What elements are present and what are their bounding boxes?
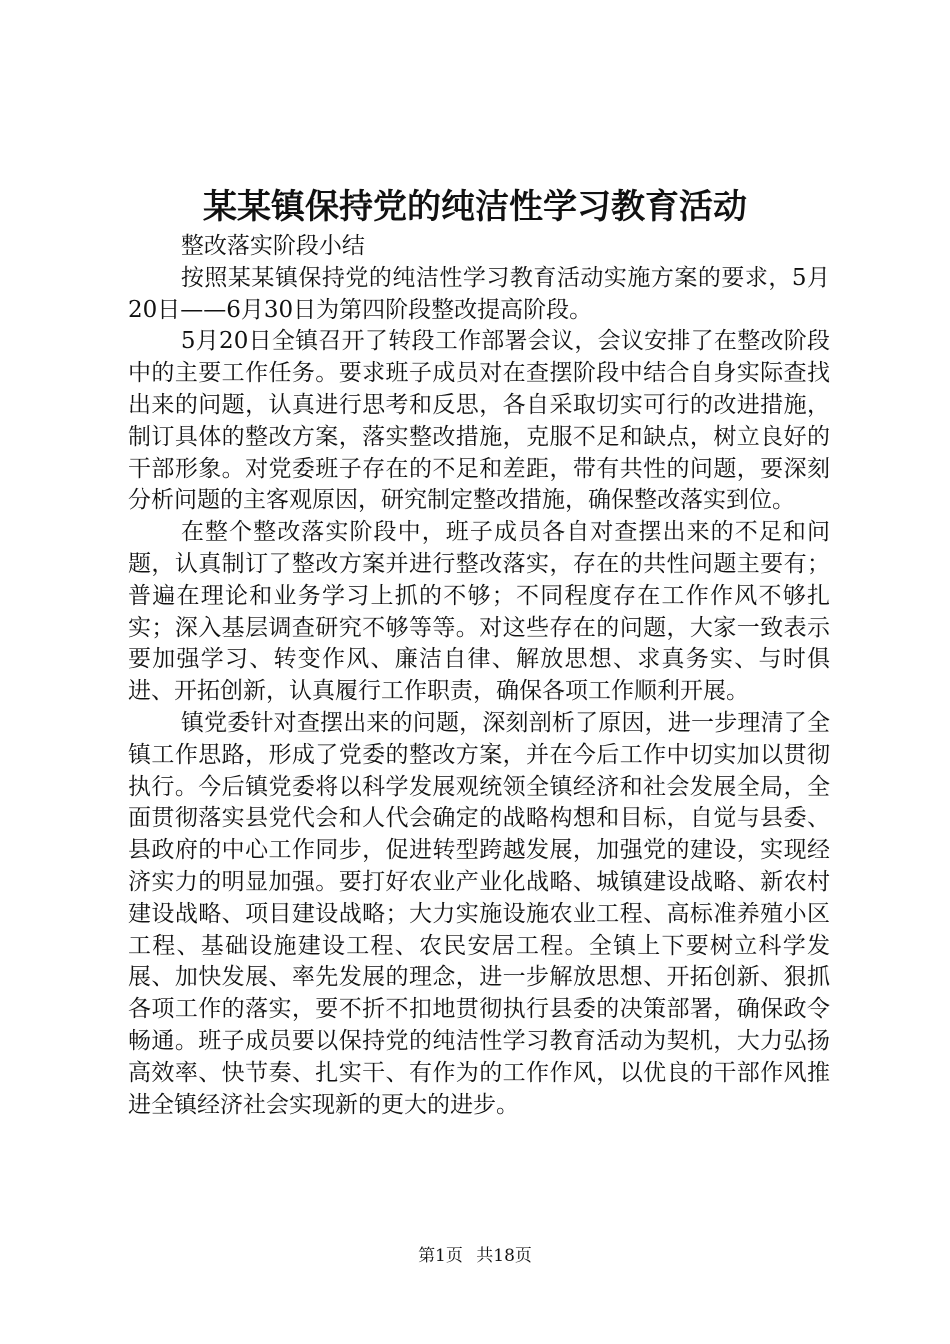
page-footer	[0, 1244, 950, 1268]
paragraph-subtitle: 整改落实阶段小结	[180, 233, 365, 259]
paragraph-meeting: 5月20日全镇召开了转段工作部署会议，会议安排了在整改阶段中的主要工作任务。要求班子成员对在查摆阶段中结合自身实际查找出来的问题，认真进行思考和反思，各自采取切实可行的改进措施，制订具体的整改方案，落实整改措施，克服不足和缺点，树立良好的干部形象。对党委班子存在的不足和差距，带有共性的问题，要深刻分析问题的主客观原因，研究制定整改措施，确保整改落实到位。	[128, 328, 830, 514]
paragraph-intro: 按照某某镇保持党的纯洁性学习教育活动实施方案的要求，5月20日——6月30日为第四阶段整改提高阶段。	[128, 264, 830, 323]
page-number-current: 第1页	[418, 1246, 463, 1266]
document-title: 某某镇保持党的纯洁性学习教育活动	[203, 187, 747, 227]
paragraph-party-committee: 镇党委针对查摆出来的问题，深刻剖析了原因，进一步理清了全镇工作思路，形成了党委的整改方案，并在今后工作中切实加以贯彻执行。今后镇党委将以科学发展观统领全镇经济和社会发展全局，全面贯彻落实县党代会和人代会确定的战略构想和目标，自觉与县委、县政府的中心工作同步，促进转型跨越发展，加强党的建设，实现经济实力的明显加强。要打好农业产业化战略、城镇建设战略、新农村建设战略、项目建设战略；大力实施设施农业工程、高标准养殖小区工程、基础设施建设工程、农民安居工程。全镇上下要树立科学发展、加快发展、率先发展的理念，进一步解放思想、开拓创新、狠抓各项工作的落实，要不折不扣地贯彻执行县委的决策部署，确保政令畅通。班子成员要以保持党的纯洁性学习教育活动为契机，大力弘扬高效率、快节奏、扎实干、有作为的工作作风，以优良的干部作风推进全镇经济社会实现新的更大的进步。	[128, 709, 830, 1118]
document-body	[128, 231, 830, 1121]
paragraph-rectification: 在整个整改落实阶段中，班子成员各自对查摆出来的不足和问题，认真制订了整改方案并进行整改落实，存在的共性问题主要有；普遍在理论和业务学习上抓的不够；不同程度存在工作作风不够扎实；深入基层调查研究不够等等。对这些存在的问题，大家一致表示要加强学习、转变作风、廉洁自律、解放思想、求真务实、与时俱进、开拓创新，认真履行工作职责，确保各项工作顺利开展。	[128, 519, 830, 705]
page-number-total: 共18页	[476, 1246, 532, 1266]
